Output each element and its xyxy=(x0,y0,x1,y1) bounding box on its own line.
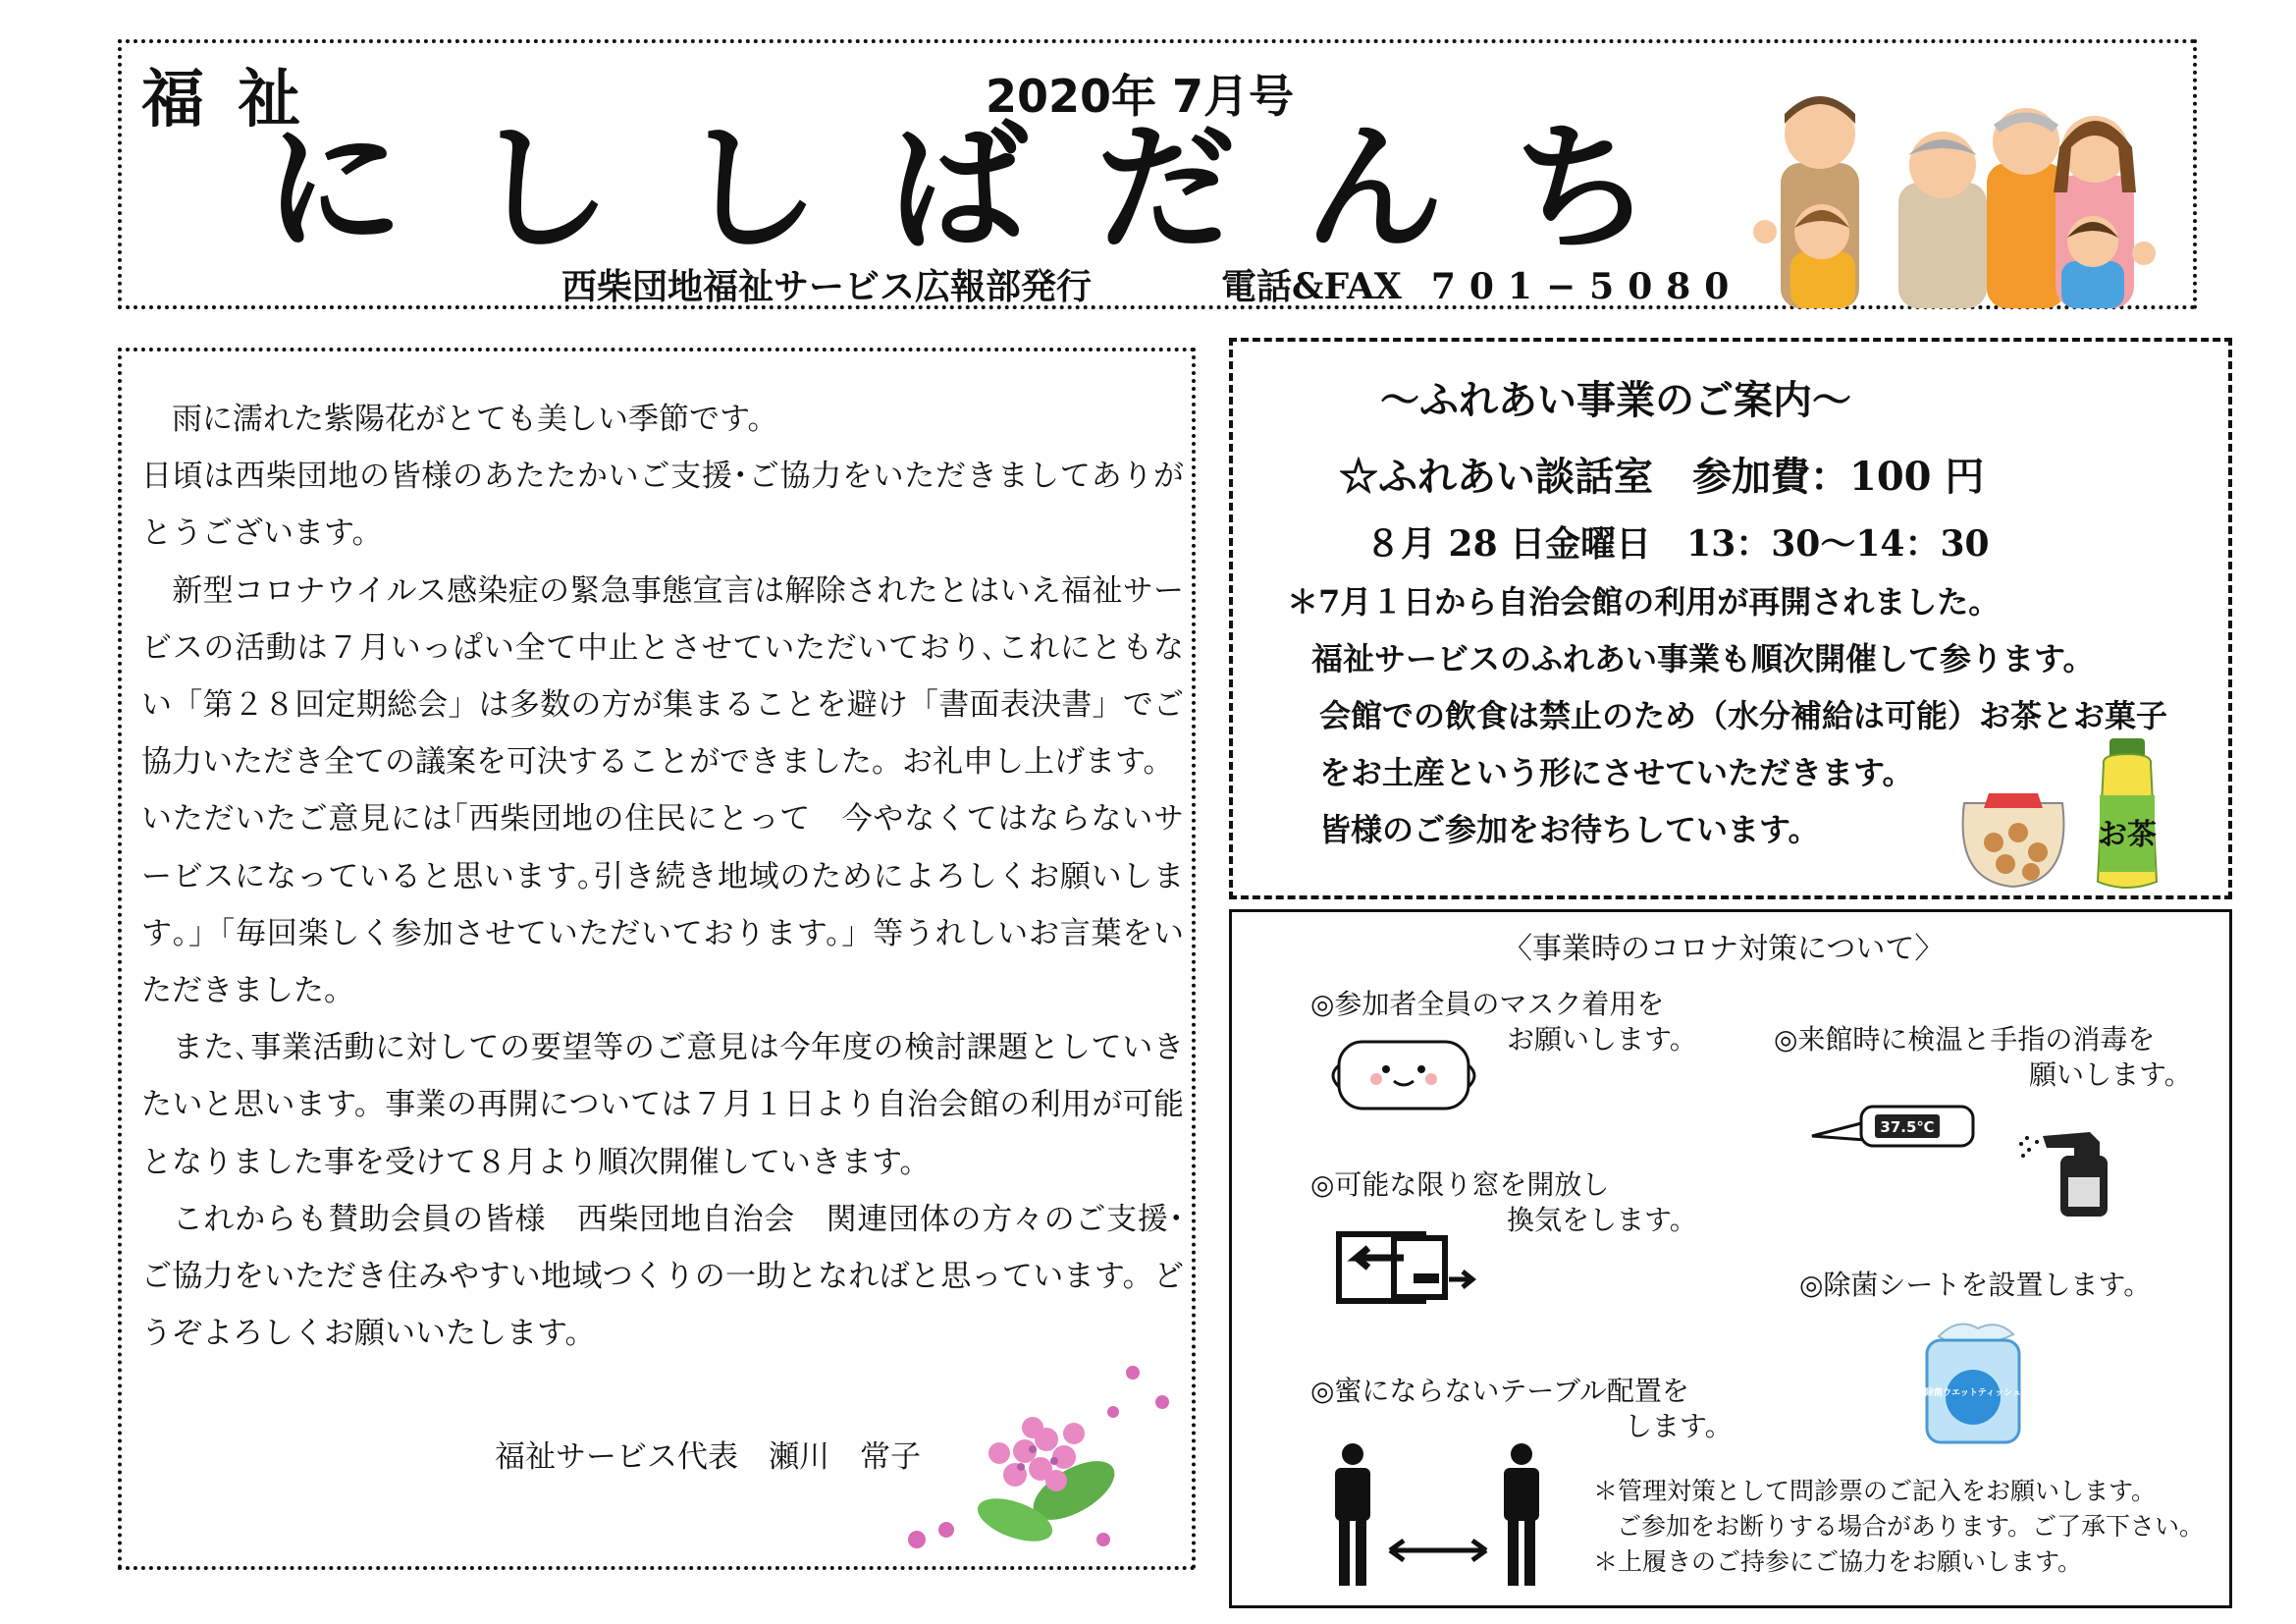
phone-label: 電話&FAX xyxy=(1221,266,1402,307)
phone-number: 701−5080 xyxy=(1430,266,1743,307)
corona-measures xyxy=(1229,909,2232,1608)
event-note: 皆様のご参加をお待ちしています。 xyxy=(1319,811,1820,848)
hydrangea-illustration xyxy=(878,1343,1201,1559)
event-salon: ☆ふれあい談話室 参加費：100 円 xyxy=(1339,454,1985,500)
open-window-icon xyxy=(1335,1228,1482,1307)
corona-title: 〈事業時のコロナ対策について〉 xyxy=(1503,932,1945,966)
newsletter-header xyxy=(118,39,2197,309)
newsletter-title: にししばだんち xyxy=(264,108,1721,270)
window-text: ◎可能な限り窓を開放し xyxy=(1310,1168,1610,1201)
thermometer-reading: 37.5℃ xyxy=(1880,1118,1935,1136)
temp-text: ◎来館時に検温と手指の消毒を xyxy=(1774,1023,2156,1056)
letter-paragraph: 雨に濡れた紫陽花がとても美しい季節です。 xyxy=(141,402,778,437)
event-note: 福祉サービスのふれあい事業も順次開催して参ります。 xyxy=(1311,640,2095,677)
publisher: 西柴団地福祉サービス広報部発行 xyxy=(561,266,1093,307)
event-announcement xyxy=(1229,338,2232,899)
corona-note: ＊管理対策として問診票のご記入をお願いします。 xyxy=(1593,1477,2157,1505)
corona-note: ＊上履きのご持参にご協力をお願いします。 xyxy=(1593,1547,2083,1576)
disinfectant-wipes-icon xyxy=(1919,1317,2027,1444)
tea-and-snacks-illustration xyxy=(1945,734,2219,896)
event-title: ～ふれあい事業のご案内～ xyxy=(1380,377,1851,423)
family-illustration xyxy=(1751,84,2163,308)
table-text: します。 xyxy=(1625,1410,1733,1442)
event-note: 会館での飲食は禁止のため（水分補給は可能）お茶とお菓子 xyxy=(1319,697,2168,734)
letter-paragraph: また､事業活動に対しての要望等のご意見は今年度の検討課題としていきたいと思います。事業の再開については７月１日より自治会館の利用が可能となりました事を受けて８月より順次開催していきます。 xyxy=(141,1030,1184,1180)
phone-fax xyxy=(1221,259,1742,309)
corona-note: ご参加をお断りする場合があります。ご了承下さい。 xyxy=(1617,1512,2205,1541)
event-note: をお土産という形にさせていただきます。 xyxy=(1319,754,1914,791)
event-note: ＊7月１日から自治会館の利用が再開されました。 xyxy=(1287,583,2001,621)
social-distance-icon xyxy=(1325,1442,1551,1590)
fukushi-label: 福祉 xyxy=(141,64,334,136)
signature: 福祉サービス代表 瀬川 常子 xyxy=(495,1439,921,1475)
letter-paragraph: これからも賛助会員の皆様 西柴団地自治会 関連団体の方々のご支援･ご協力をいただき住みやすい地域つくりの一助となればと思っています。どうぞよろしくお願いいたします。 xyxy=(141,1201,1184,1352)
greeting-letter xyxy=(118,348,1196,1570)
event-date: ８月 28 日金曜日 13：30～14：30 xyxy=(1365,523,1990,565)
window-text: 換気をします。 xyxy=(1507,1204,1697,1236)
wipe-text: ◎除菌シートを設置します。 xyxy=(1799,1269,2152,1301)
mask-icon xyxy=(1325,1036,1482,1114)
table-text: ◎蜜にならないテーブル配置を xyxy=(1310,1375,1689,1407)
mask-text: お願いします。 xyxy=(1507,1023,1697,1056)
letter-body xyxy=(141,391,1184,1362)
mask-text: ◎参加者全員のマスク着用を xyxy=(1310,988,1665,1020)
spray-bottle-icon xyxy=(2017,1122,2135,1220)
issue-date: 2020年 7月号 xyxy=(986,70,1295,123)
letter-paragraph: いただいたご意見には｢西柴団地の住民にとって 今やなくてはならないサービスになっていると思います｡引き続き地域のためによろしくお願いします｡」｢毎回楽しく参加させていただいております。」等うれしいお言葉をいただきました。 xyxy=(141,801,1184,1009)
temp-text: 願いします。 xyxy=(2029,1058,2192,1091)
letter-paragraph: 日頃は西柴団地の皆様のあたたかいご支援･ご協力をいただきましてありがとうございます。 xyxy=(141,459,1184,552)
tea-label: お茶 xyxy=(2098,818,2157,852)
letter-paragraph: 新型コロナウイルス感染症の緊急事態宣言は解除されたとはいえ福祉サービスの活動は７月いっぱい全て中止とさせていただいており､これにともない「第２８回定期総会」は多数の方が集まることを避け「書面表決書」でご協力いただき全ての議案を可決することができました。お礼申し上げます。 xyxy=(141,572,1184,781)
wipe-label: 除菌ウエットティッシュ xyxy=(1925,1388,2021,1398)
thermometer-icon xyxy=(1806,1093,1983,1152)
